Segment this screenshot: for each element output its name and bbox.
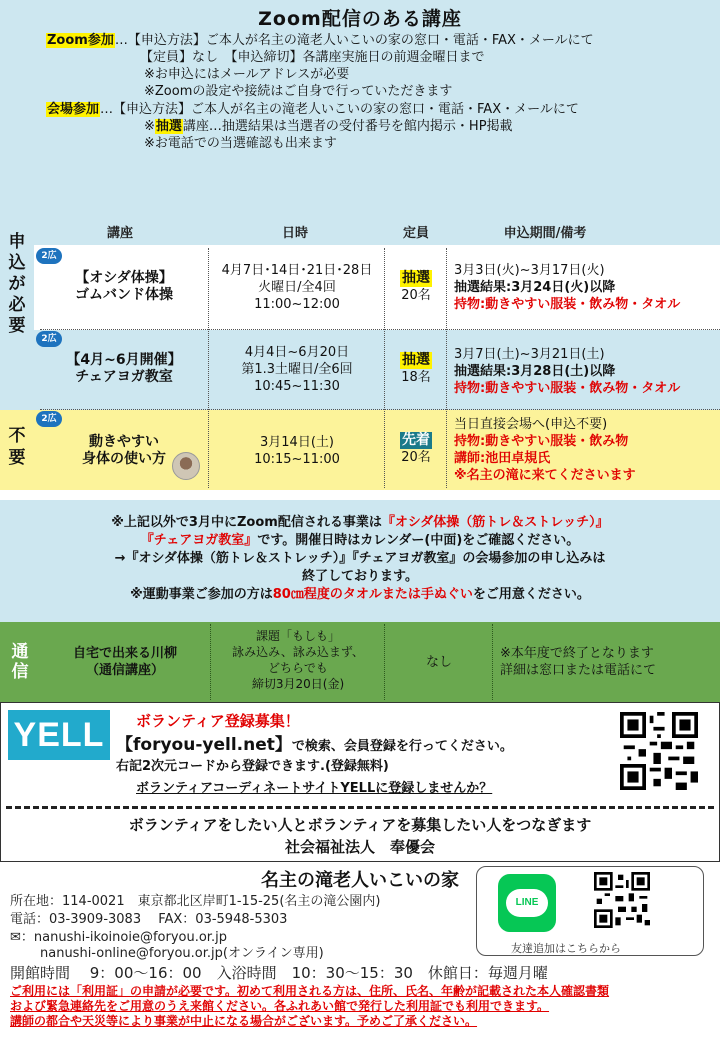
course-note-period: 3月7日(土)~3月21日(土) [454, 347, 605, 362]
header-course: 講座 [106, 226, 133, 241]
yell-site-link[interactable]: 【foryou-yell.net】 [116, 735, 292, 755]
zoom-participation-label: Zoom参加 [47, 33, 114, 48]
course-name: 【4月~6月開催】 チェアヨガ教室 [66, 352, 182, 385]
zoom-section-title: Zoom配信のある講座 [258, 8, 462, 30]
course-datetime: 課題「もしも」 詠み込み、詠み込まず、 どちらでも 締切3月20日(金) [232, 629, 364, 691]
ad-badge: 2広 [36, 411, 62, 427]
volunteer-qr-note: 右記2次元コードから登録できます.(登録無料) [116, 759, 389, 774]
lottery-highlight: 抽選 [155, 119, 182, 134]
mail-icon: ✉ [10, 930, 21, 945]
notice-line: 『チェアヨガ教室』です。開催日時はカレンダー(中面)をご確認ください。 [140, 533, 580, 548]
venue-participation-label: 会場参加 [47, 102, 100, 117]
zoom-setup-note: ※Zoomの設定や接続はご自身で行っていただきます [144, 84, 453, 99]
facility-email: ✉：nanushi-ikoinoie@foryou.or.jp [10, 930, 227, 945]
volunteer-headline: ボランティア登録募集！ [136, 712, 300, 730]
header-capacity: 定員 [402, 226, 429, 241]
lottery-tag: 抽選 [402, 352, 430, 368]
facility-address: 所在地：114-0021 東京都北区岸町1-15-25(名主の滝公園内) [10, 894, 381, 909]
zoom-participation-line [46, 32, 594, 49]
line-qr-code[interactable] [594, 872, 650, 928]
usage-warning: 講師の都合や天災等により事業が中止になる場合がございます。予めご了承ください。 [10, 1014, 478, 1028]
yell-logo: YELL [8, 710, 110, 760]
notice-line: ※上記以外で3月中にZoom配信される事業は『オシダ体操（筋トレ＆ストレッチ）』 [111, 515, 609, 530]
zoom-method-text: …【申込方法】ご本人が名主の滝老人いこいの家の窓口・電話・FAX・メールにて [114, 33, 594, 48]
course-capacity: 先着 20名 [401, 432, 431, 465]
side-label-not-required: 不要 [8, 426, 26, 468]
side-label-required: 申込が必要 [8, 232, 26, 336]
grid-line [384, 624, 385, 700]
line-caption: 友達追加はこちらから [511, 942, 621, 955]
course-datetime: 4月7日･14日･21日･28日 火曜日/全4回 11:00~12:00 [221, 263, 373, 312]
course-note-instructor: 講師:池田卓規氏 [454, 451, 551, 466]
grid-line [384, 248, 385, 488]
first-come-tag: 先着 [402, 432, 430, 448]
course-datetime: 3月14日(土) 10:15~11:00 [254, 435, 340, 467]
organization-name: 社会福祉法人 奉優会 [284, 838, 435, 856]
venue-phone-note: ※お電話での当選確認も出来ます [144, 136, 337, 151]
line-icon-label: LINE [506, 889, 548, 917]
header-period: 申込期間/備考 [503, 226, 587, 241]
facility-phone: 電話：03-3909-3083 FAX：03-5948-5303 [10, 912, 288, 927]
course-name: 動きやすい 身体の使い方 [82, 434, 166, 467]
course-note-period: 3月3日(火)~3月17日(火) [454, 263, 605, 278]
side-label-correspondence: 通信 [11, 642, 29, 682]
volunteer-site-note: ボランティアコーディネートサイトYELLに登録しませんか？ [136, 781, 493, 796]
grid-line [208, 248, 209, 488]
grid-line [446, 248, 447, 488]
instructor-photo [172, 452, 200, 480]
facility-email-online[interactable]: nanushi-online@foryou.or.jp(オンライン専用) [40, 946, 324, 961]
course-name: 自宅で出来る川柳 （通信講座） [72, 646, 177, 678]
zoom-email-note: ※お申込にはメールアドレスが必要 [144, 67, 350, 82]
facility-hours: 開館時間 9：00～16：00 入浴時間 10：30～15：30 休館日：毎週月曜 [10, 964, 548, 982]
course-datetime: 4月4日~6月20日 第1.3土曜日/全6回 10:45~11:30 [241, 345, 353, 394]
venue-method-text: …【申込方法】ご本人が名主の滝老人いこいの家の窓口・電話・FAX・メールにて [100, 102, 579, 117]
dashed-divider [6, 806, 714, 809]
volunteer-tagline: ボランティアをしたい人とボランティアを募集したい人をつなぎます [128, 816, 592, 834]
facility-name: 名主の滝老人いこいの家 [261, 870, 459, 891]
yell-qr-code[interactable] [620, 712, 698, 790]
course-name: 【オシダ体操】 ゴムバンド体操 [75, 270, 173, 303]
usage-warning: ご利用には「利用証」の申請が必要です。初めて利用される方は、住所、氏名、年齢が記載された本人確認書類 [10, 984, 610, 998]
venue-lottery-text: 講座…抽選結果は当選者の受付番号を館内掲示・HP掲載 [182, 119, 513, 134]
grid-line [40, 409, 720, 410]
course-note-result: 抽選結果:3月24日(火)以降 [454, 280, 616, 295]
notice-line: ※運動事業ご参加の方は80㎝程度のタオルまたは手ぬぐいをご用意ください。 [130, 587, 590, 602]
ad-badge: 2広 [36, 331, 62, 347]
ad-badge: 2広 [36, 248, 62, 264]
course-note-items: 持物:動きやすい服装・飲み物・タオル [454, 297, 681, 312]
course-note-items: 持物:動きやすい服装・飲み物 [454, 434, 629, 449]
notice-line: 終了しております。 [302, 569, 418, 584]
volunteer-search-line: 【foryou-yell.net】で検索、会員登録を行ってください。 [116, 735, 513, 755]
venue-lottery-line: ※抽選講座…抽選結果は当選者の受付番号を館内掲示・HP掲載 [144, 119, 513, 134]
venue-participation-line [46, 101, 579, 118]
course-note-visit: ※名主の滝に来てくださいます [454, 468, 636, 483]
zoom-capacity-text: 【定員】なし 【申込締切】各講座実施日の前週金曜日まで [140, 50, 485, 65]
course-capacity: 抽選 18名 [401, 352, 431, 385]
course-note-items: 持物:動きやすい服装・飲み物・タオル [454, 381, 681, 396]
course-capacity: 抽選 20名 [401, 270, 431, 303]
lottery-tag: 抽選 [402, 270, 430, 286]
course-note-result: 抽選結果:3月28日(土)以降 [454, 364, 616, 379]
notice-line: →『オシダ体操（筋トレ＆ストレッチ）』『チェアヨガ教室』の会場参加の申し込みは [114, 551, 606, 566]
grid-line [492, 624, 493, 700]
grid-line [210, 624, 211, 700]
course-capacity: なし [425, 655, 452, 670]
usage-warning: および緊急連絡先をご用意のうえ来館ください。各ふれあい館で発行した利用証でも利用できます。 [10, 999, 550, 1013]
grid-line [40, 329, 720, 330]
course-note-period: 当日直接会場へ(申込不要) [454, 417, 608, 432]
course-note: 詳細は窓口または電話にて [500, 663, 657, 678]
course-note: ※本年度で終了となります [500, 646, 654, 661]
header-datetime: 日時 [281, 226, 308, 241]
